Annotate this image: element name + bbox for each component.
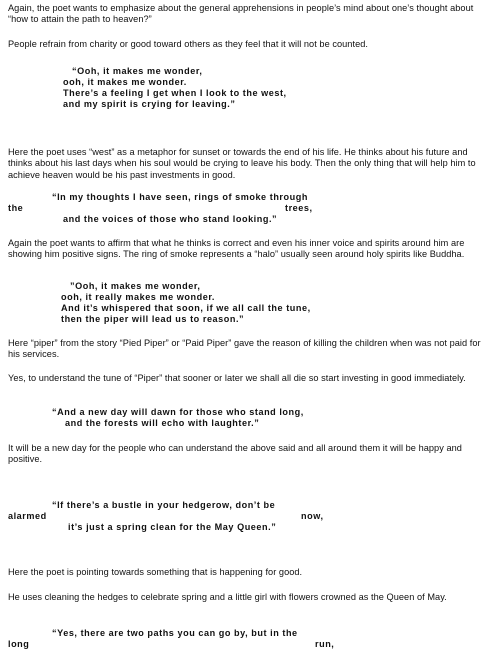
verse-5-line-3: it’s just a spring clean for the May Queen.”	[68, 522, 277, 532]
verse-2-line-3: and the voices of those who stand looking.”	[63, 214, 278, 224]
paragraph-1: Again, the poet wants to emphasize about the general apprehensions in people’s mind about one’s thought about “how to attain the path to heaven?”	[8, 3, 474, 25]
verse-3-line-2: ooh, it really makes me wonder.	[61, 292, 216, 302]
verse-5-line-2-right: now,	[301, 511, 324, 521]
verse-6-line-1: “Yes, there are two paths you can go by, but in the	[52, 628, 298, 638]
verse-6-line-2-right: run,	[315, 639, 335, 649]
verse-2-line-1: “In my thoughts I have seen, rings of smoke through	[52, 192, 308, 202]
verse-2-line-2-left: the	[8, 203, 24, 213]
paragraph-2: People refrain from charity or good toward others as they feel that it will not be counted.	[8, 39, 368, 49]
paragraph-8: Here the poet is pointing towards something that is happening for good.	[8, 567, 303, 577]
paragraph-6: Yes, to understand the tune of “Piper” that sooner or later we shall all die so start investing in good immediately.	[8, 373, 466, 383]
paragraph-9: He uses cleaning the hedges to celebrate spring and a little girl with flowers crowned as the Queen of May.	[8, 592, 447, 602]
paragraph-5: Here “piper” from the story “Pied Piper” or “Paid Piper” gave the reason of killing the children when was not paid for his services.	[8, 338, 481, 360]
verse-3-line-4: then the piper will lead us to reason.”	[61, 314, 245, 324]
paragraph-4: Again the poet wants to affirm that what he thinks is correct and even his inner voice and spirits around him are showing him positive signs. The ring of smoke represents a “halo” usually seen around holy spirits like Buddha.	[8, 238, 465, 260]
verse-1-line-4: and my spirit is crying for leaving.”	[63, 99, 236, 109]
verse-3-line-1: ”Ooh, it makes me wonder,	[70, 281, 201, 291]
verse-1-line-1: “Ooh, it makes me wonder,	[72, 66, 203, 76]
verse-5-line-2-left: alarmed	[8, 511, 47, 521]
verse-1-line-3: There’s a feeling I get when I look to the west,	[63, 88, 287, 98]
verse-4-line-2: and the forests will echo with laughter.”	[65, 418, 260, 428]
verse-1-line-2: ooh, it makes me wonder.	[63, 77, 187, 87]
verse-2-line-2-right: trees,	[285, 203, 313, 213]
verse-6-line-2-left: long	[8, 639, 30, 649]
verse-5-line-1: “If there’s a bustle in your hedgerow, don’t be	[52, 500, 276, 510]
paragraph-7: It will be a new day for the people who can understand the above said and all around them it will be happy and positive.	[8, 443, 462, 465]
verse-4-line-1: “And a new day will dawn for those who stand long,	[52, 407, 304, 417]
verse-3-line-3: And it’s whispered that soon, if we all call the tune,	[61, 303, 311, 313]
paragraph-3: Here the poet uses “west” as a metaphor for sunset or towards the end of his life. He thinks about his future and thinks about his last days when his soul would be crying to leave his body. Then the only thing that will help him to achieve heaven would be his past investments in good.	[8, 147, 476, 180]
